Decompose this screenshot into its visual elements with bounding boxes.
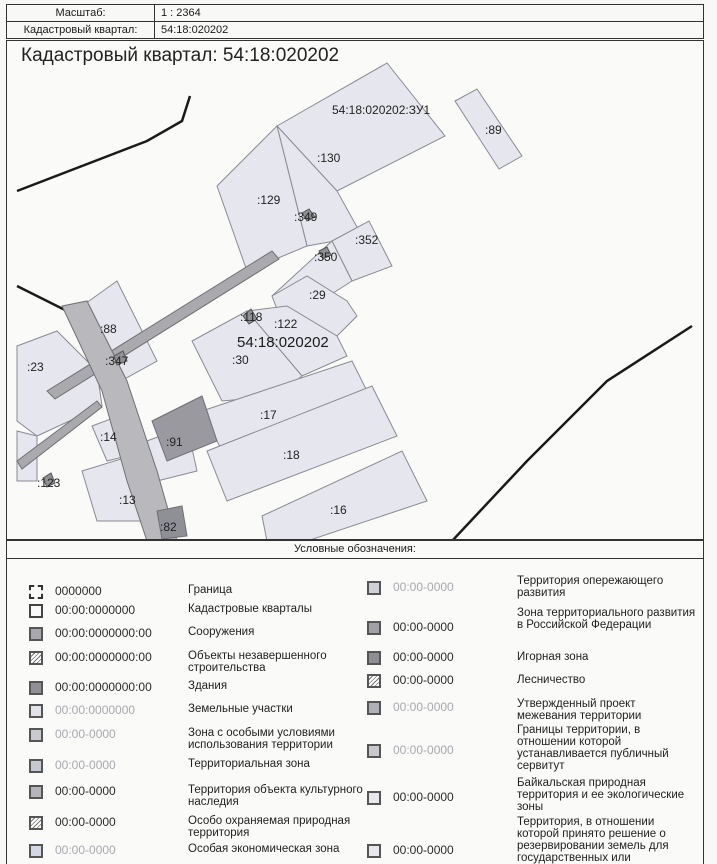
legend-swatch (29, 785, 43, 799)
legend-swatch (367, 791, 381, 805)
label-zu1: 54:18:020202:ЗУ1 (332, 103, 431, 117)
legend-code: 00:00-0000 (393, 620, 454, 634)
legend-item-left-10 (29, 844, 116, 858)
legend-code: 00:00-0000 (393, 843, 454, 857)
legend-code: 00:00:0000000:00 (55, 680, 152, 694)
legend-name: Кадастровые кварталы (188, 603, 313, 615)
legend-swatch (29, 604, 43, 618)
label-82: :82 (160, 520, 177, 534)
legend-item-right-3 (367, 674, 454, 688)
label-122: :122 (274, 317, 298, 331)
quarter-boundary-north (17, 96, 190, 191)
legend-code: 00:00-0000 (393, 700, 454, 714)
legend-item-left-9 (29, 816, 116, 830)
legend-code: 00:00-0000 (55, 758, 116, 772)
legend-swatch (29, 627, 43, 641)
legend-item-right-2 (367, 651, 454, 665)
legend-code: 00:00-0000 (393, 580, 454, 594)
cadastral-map[interactable] (7, 41, 704, 540)
legend-swatch (29, 651, 43, 665)
legend-swatch (29, 585, 43, 599)
legend-item-left-0 (29, 585, 102, 599)
legend-name: Байкальская природная территория и ее экологические зоны (517, 777, 685, 813)
label-88: :88 (100, 322, 117, 336)
label-123: :123 (37, 476, 61, 490)
legend-code: 0000000 (55, 584, 102, 598)
legend-code: 00:00-0000 (393, 790, 454, 804)
legend-name: Зона территориального развития в Российской Федерации (517, 607, 696, 631)
legend-item-right-0 (367, 581, 454, 595)
legend-name: Территория, в отношении которой принято решение о резервировании земель для государственных или (517, 816, 669, 864)
legend-item-right-6 (367, 791, 454, 805)
label-347: :347 (105, 354, 129, 368)
legend-name: Здания (188, 680, 228, 692)
legend-name: Зона с особыми условиями использования территории (188, 727, 335, 751)
legend-code: 00:00:0000000:00 (55, 626, 152, 640)
legend-item-left-8 (29, 785, 116, 799)
legend-code: 00:00:0000000 (55, 703, 136, 717)
legend-title: Условные обозначения: (7, 541, 703, 559)
legend-item-right-1 (367, 621, 454, 635)
quarter-boundary-east (452, 326, 692, 540)
label-130: :130 (317, 151, 341, 165)
legend-name: Территория объекта культурного наследия (188, 784, 363, 808)
legend-item-right-7 (367, 844, 454, 858)
label-350: :350 (314, 250, 338, 264)
legend-swatch (29, 844, 43, 858)
legend-code: 00:00-0000 (55, 843, 116, 857)
label-129: :129 (257, 193, 281, 207)
legend-code: 00:00:0000000 (55, 603, 136, 617)
legend-code: 00:00-0000 (55, 784, 116, 798)
legend-name: Объекты незавершенного строительства (188, 650, 327, 674)
quarter-center-label: 54:18:020202 (237, 334, 329, 351)
legend-name: Земельные участки (188, 703, 293, 715)
legend-swatch (367, 581, 381, 595)
label-17: :17 (260, 408, 277, 422)
legend-name: Территория опережающего развития (517, 575, 664, 599)
legend-item-left-7 (29, 759, 116, 773)
label-23: :23 (27, 360, 44, 374)
scale-label: Масштаб: (7, 5, 155, 22)
legend-item-left-5 (29, 704, 135, 718)
legend-swatch (29, 816, 43, 830)
legend-code: 00:00-0000 (55, 815, 116, 829)
label-89: :89 (485, 123, 502, 137)
map-frame[interactable] (6, 40, 704, 540)
legend-name: Территориальная зона (188, 758, 310, 770)
label-14: :14 (100, 430, 117, 444)
legend-swatch (367, 651, 381, 665)
scale-value: 1 : 2364 (155, 5, 704, 22)
label-349: :349 (294, 210, 318, 224)
legend-name: Утвержденный проект межевания территории (517, 698, 642, 722)
legend-item-right-4 (367, 701, 454, 715)
legend-name: Игорная зона (517, 651, 589, 663)
label-18: :18 (283, 448, 300, 462)
map-title: Кадастровый квартал: 54:18:020202 (21, 45, 340, 66)
legend-item-left-6 (29, 728, 116, 742)
legend-swatch (367, 744, 381, 758)
legend-swatch (29, 681, 43, 695)
label-91: :91 (166, 435, 183, 449)
legend-name: Особая экономическая зона (188, 843, 340, 855)
legend-swatch (367, 844, 381, 858)
legend-name: Сооружения (188, 626, 255, 638)
legend-name: Лесничество (517, 674, 586, 686)
legend-swatch (367, 701, 381, 715)
legend-item-left-4 (29, 681, 152, 695)
legend-code: 00:00-0000 (393, 673, 454, 687)
quarter-value: 54:18:020202 (155, 22, 704, 39)
label-29: :29 (309, 288, 326, 302)
legend-swatch (367, 621, 381, 635)
quarter-label: Кадастровый квартал: (7, 22, 155, 39)
legend-item-left-1 (29, 604, 135, 618)
legend-name: Особо охраняемая природная территория (188, 815, 351, 839)
legend-name: Граница (188, 584, 233, 596)
legend (6, 540, 704, 864)
label-13: :13 (119, 493, 136, 507)
label-352: :352 (355, 233, 379, 247)
legend-item-left-3 (29, 651, 152, 665)
label-118: :118 (240, 310, 263, 324)
legend-swatch (29, 704, 43, 718)
info-table (6, 4, 704, 39)
legend-item-left-2 (29, 627, 152, 641)
legend-swatch (29, 728, 43, 742)
legend-name: Границы территории, в отношении которой устанавливается публичный сервитут (517, 724, 669, 772)
label-16: :16 (330, 503, 347, 517)
legend-code: 00:00-0000 (55, 727, 116, 741)
legend-code: 00:00-0000 (393, 650, 454, 664)
legend-swatch (367, 674, 381, 688)
label-30: :30 (232, 353, 249, 367)
legend-swatch (29, 759, 43, 773)
legend-item-right-5 (367, 744, 454, 758)
legend-code: 00:00:0000000:00 (55, 650, 152, 664)
legend-code: 00:00-0000 (393, 743, 454, 757)
